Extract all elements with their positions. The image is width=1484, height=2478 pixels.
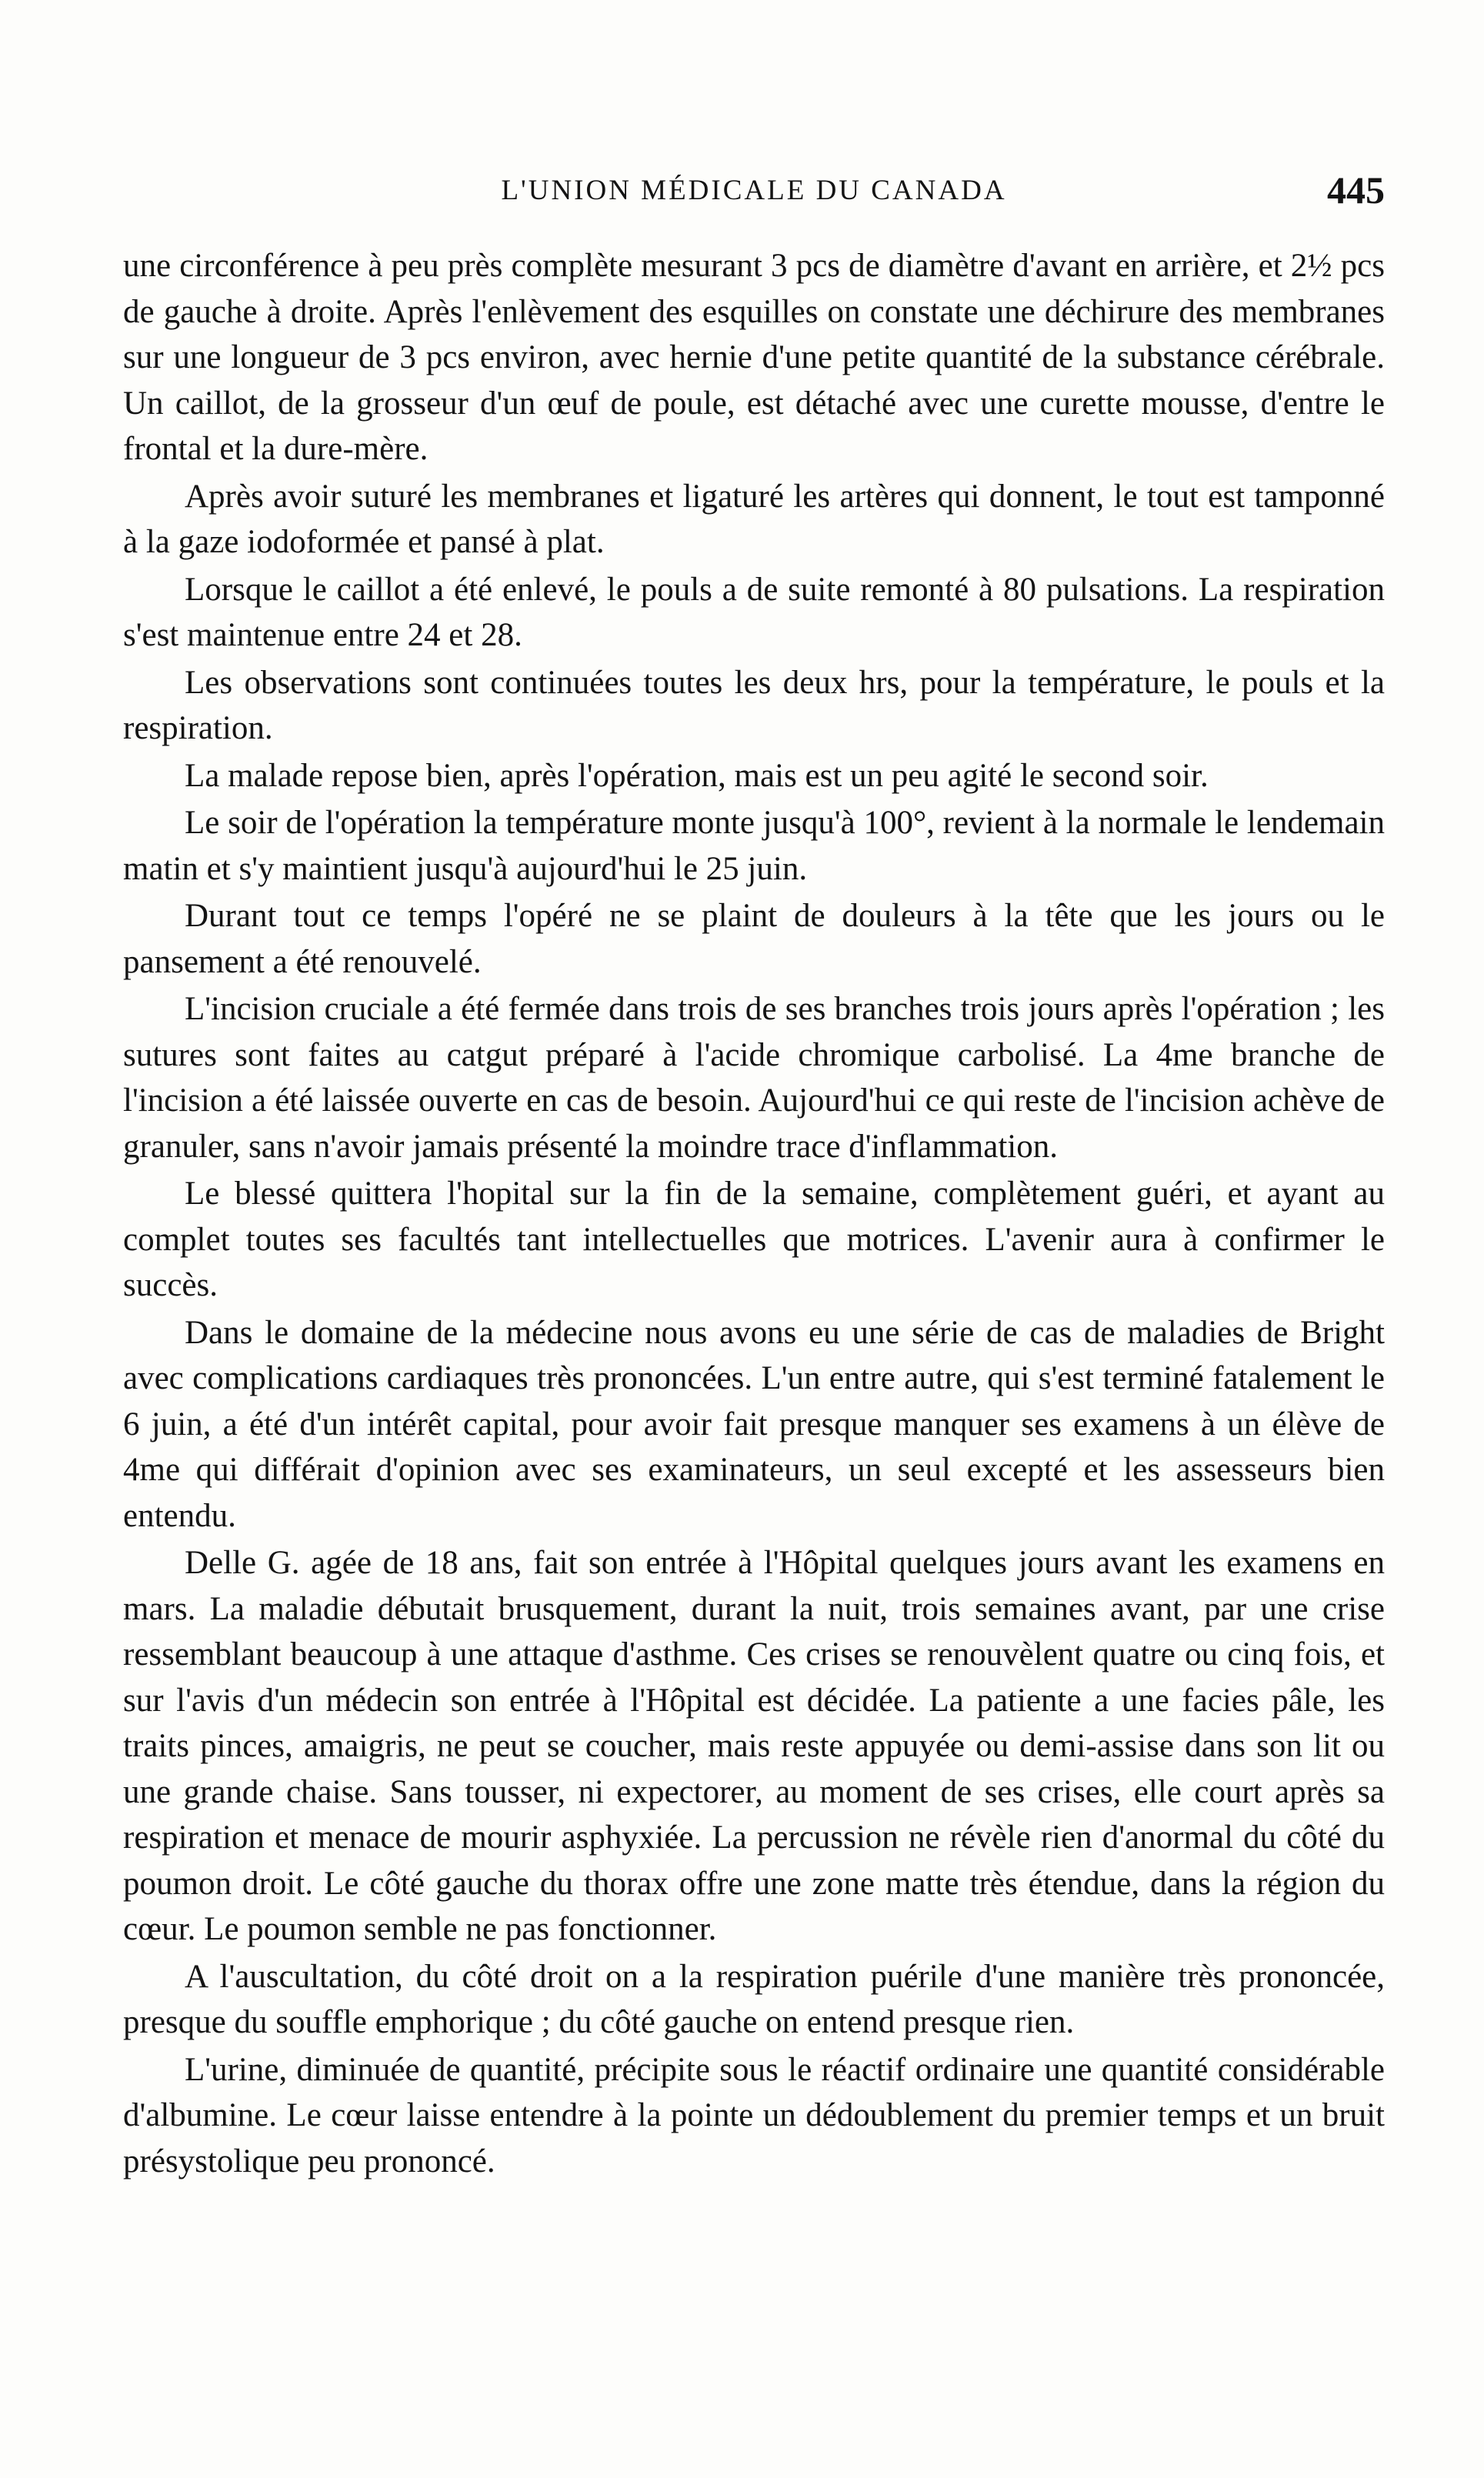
- body-text: [123, 243, 1385, 2186]
- paragraph: Dans le domaine de la médecine nous avons eu une série de cas de maladies de Bright avec complications cardiaques très prononcées. L'un entre autre, qui s'est terminé fatalement le 6 juin, a été d'un intérêt capital, pour avoir fait presque manquer ses examens à un élève de 4me qui différait d'opinion avec ses examinateurs, un seul excepté et les assesseurs bien entendu.: [123, 1314, 1385, 1534]
- paragraph: Lorsque le caillot a été enlevé, le pouls a de suite remonté à 80 pulsations. La respiration s'est maintenue entre 24 et 28.: [123, 571, 1385, 653]
- paragraph: L'urine, diminuée de quantité, précipite sous le réactif ordinaire une quantité considérable d'albumine. Le cœur laisse entendre à la pointe un dédoublement du premier temps et un bruit présystolique peu prononcé.: [123, 2051, 1385, 2180]
- paragraph: une circonférence à peu près complète mesurant 3 pcs de diamètre d'avant en arrière, et 2½ pcs de gauche à droite. Après l'enlèvement des esquilles on constate une déchirure des membranes sur une longueur de 3 pcs environ, avec hernie d'une petite quantité de la substance cérébrale. Un caillot, de la grosseur d'un œuf de poule, est détaché avec une curette mousse, d'entre le frontal et la dure-mère.: [123, 248, 1385, 467]
- paragraph: Durant tout ce temps l'opéré ne se plaint de douleurs à la tête que les jours ou le pansement a été renouvelé.: [123, 898, 1385, 980]
- paragraph: Le soir de l'opération la température monte jusqu'à 100°, revient à la normale le lendemain matin et s'y maintient jusqu'à aujourd'hui le 25 juin.: [123, 805, 1385, 887]
- page-number: 445: [1327, 168, 1385, 212]
- paragraph: Le blessé quittera l'hopital sur la fin de la semaine, complètement guéri, et ayant au complet toutes ses facultés tant intellectuelles que motrices. L'avenir aura à confirmer le succès.: [123, 1176, 1385, 1303]
- paragraph: Les observations sont continuées toutes les deux hrs, pour la température, le pouls et la respiration.: [123, 664, 1385, 746]
- running-title: L'UNION MÉDICALE DU CANADA: [501, 175, 1007, 206]
- paragraph: Après avoir suturé les membranes et ligaturé les artères qui donnent, le tout est tamponné à la gaze iodoformée et pansé à plat.: [123, 478, 1385, 560]
- paragraph: La malade repose bien, après l'opération, mais est un peu agité le second soir.: [185, 757, 1209, 794]
- running-head: [123, 168, 1385, 214]
- paragraph: A l'auscultation, du côté droit on a la respiration puérile d'une manière très prononcée, presque du souffle emphorique ; du côté gauche on entend presque rien.: [123, 1958, 1385, 2040]
- paragraph: L'incision cruciale a été fermée dans trois de ses branches trois jours après l'opération ; les sutures sont faites au catgut préparé à l'acide chromique carbolisé. La 4me branche de l'incision a été laissée ouverte en cas de besoin. Aujourd'hui ce qui reste de l'incision achève de granuler, sans n'avoir jamais présenté la moindre trace d'inflammation.: [123, 991, 1385, 1165]
- paragraph: Delle G. agée de 18 ans, fait son entrée à l'Hôpital quelques jours avant les examens en mars. La maladie débutait brusquement, durant la nuit, trois semaines avant, par une crise ressemblant beaucoup à une attaque d'asthme. Ces crises se renouvèlent quatre ou cinq fois, et sur l'avis d'un médecin son entrée à l'Hôpital est décidée. La patiente a une facies pâle, les traits pinces, amaigris, ne peut se coucher, mais reste appuyée ou demi-assise dans son lit ou une grande chaise. Sans tousser, ni expectorer, au moment de ses crises, elle court après sa respiration et menace de mourir asphyxiée. La percussion ne révèle rien d'anormal du côté du poumon droit. Le côté gauche du thorax offre une zone matte très étendue, dans la région du cœur. Le poumon semble ne pas fonctionner.: [123, 1545, 1385, 1947]
